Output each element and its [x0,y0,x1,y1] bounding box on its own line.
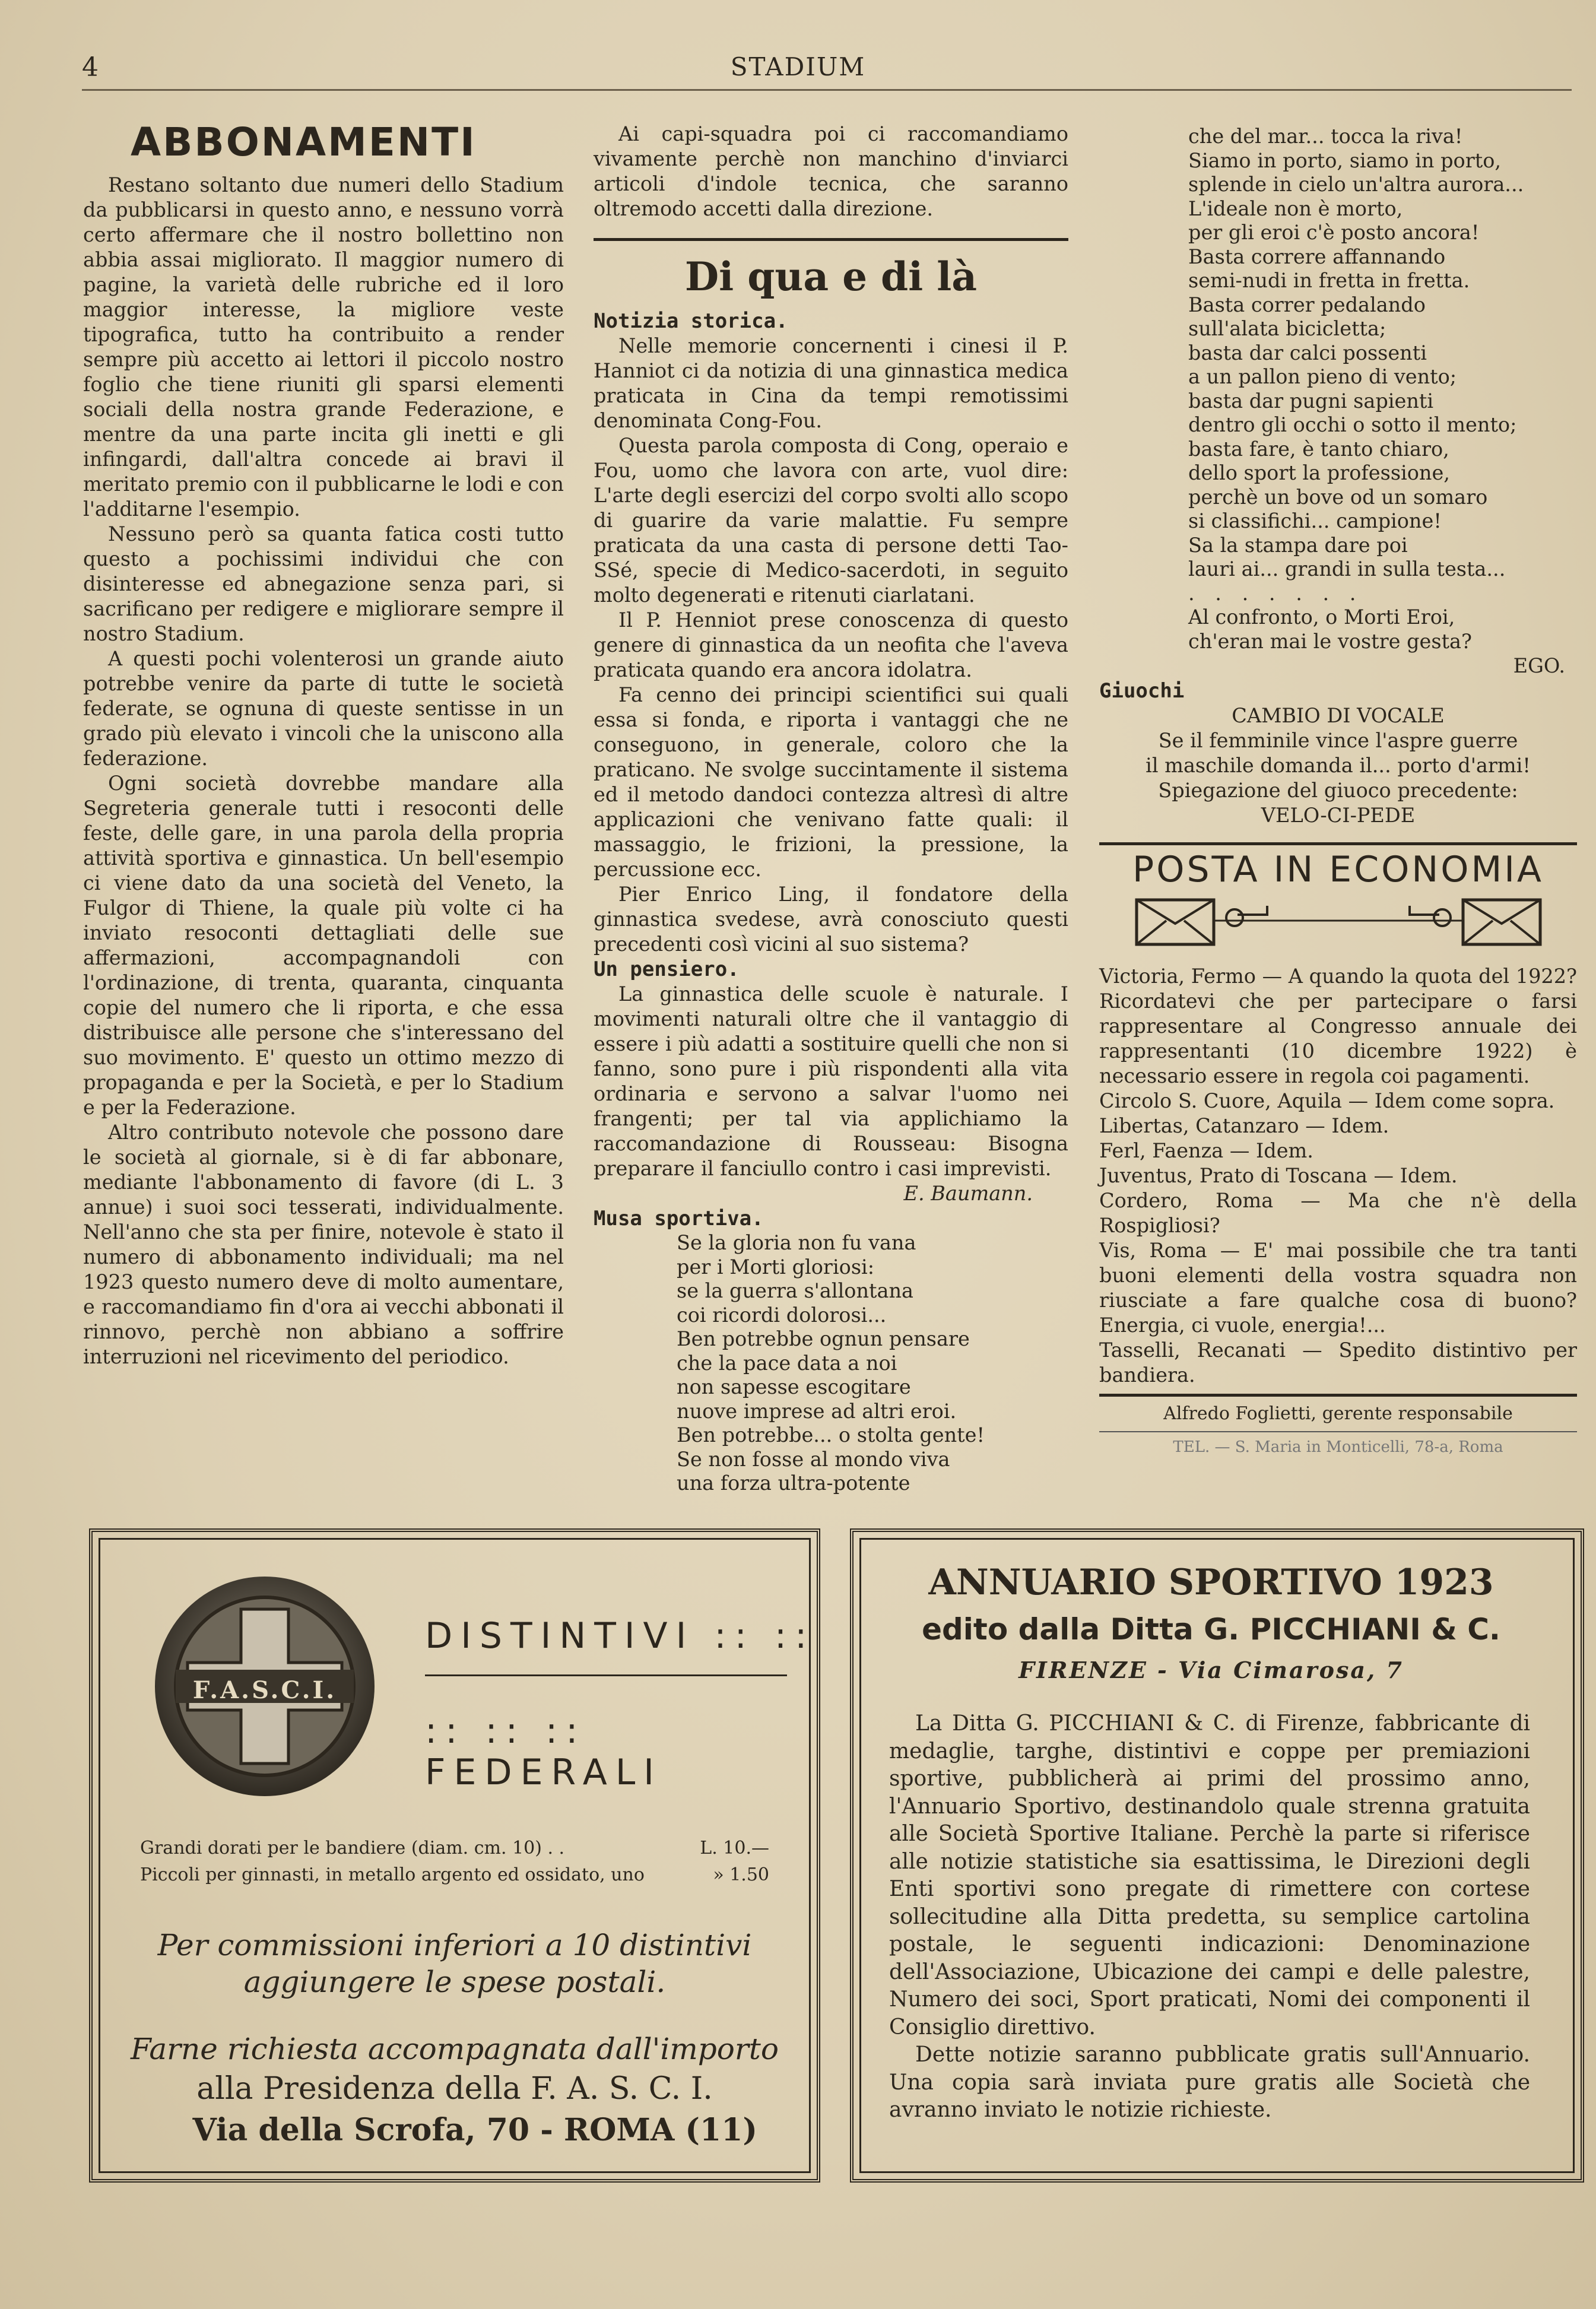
printer-address: TEL. — S. Maria in Monticelli, 78-a, Roma [1099,1431,1577,1460]
poem-line: basta dar calci possenti [1188,341,1427,364]
note-line: aggiungere le spese postali. [243,1965,666,1999]
poem-line: Se la gloria non fu vana [677,1231,916,1254]
giuochi-heading: Giuochi [1099,679,1185,703]
abbonamenti-paragraph: A questi pochi volenterosi un grande aiuto potrebbe venire da parte di tutte le società federate, se ognuna di queste sentisse in un grado più elevato i vincoli che la uniscono alla federazione. [83,647,564,770]
price-row-piccoli [140,1864,769,1885]
envelopes-illustration-icon [1131,888,1546,953]
poem-line: sull'alata bicicletta; [1188,317,1386,340]
poem-line: nuove imprese ad altri eroi. [677,1399,957,1423]
distintivi-rule [425,1674,787,1676]
poem-line: una forza ultra-potente [677,1471,910,1495]
federali-line: :: :: :: FEDERALI [425,1710,662,1793]
poem-line: Siamo in porto, siamo in porto, [1188,148,1502,172]
notizia-storica-heading: Notizia storica. [594,309,788,333]
poem-line: Ben potrebbe ognun pensare [677,1327,970,1350]
poem-dots: . . . . . . . [1188,581,1363,605]
poem-line: per gli eroi c'è posto ancora! [1188,221,1480,244]
header-rule [82,89,1572,91]
poem-line: non sapesse escogitare [677,1375,911,1398]
medal-inscription: F.A.S.C.I. [192,1676,337,1704]
posta-entry: Victoria, Fermo — A quando la quota del 1922? Ricordatevi che per partecipare o farsi rappresentare al Congresso annuale dei rappresentanti (10 dicembre 1922) è necessario essere in regola coi pagamenti. [1099,965,1577,1087]
posta-heading: POSTA IN ECONOMIA [1132,849,1544,890]
commissioni-note [128,1927,781,2000]
poem-line: coi ricordi dolorosi... [677,1303,887,1327]
price-label: Grandi dorati per le bandiere (diam. cm. 10) . . [140,1838,565,1858]
annuario-body [889,1710,1530,2124]
poem-line: Ben potrebbe... o stolta gente! [677,1423,985,1447]
poem-line: Sa la stampa dare poi [1188,533,1408,557]
annuario-advertisement [850,1528,1584,2183]
pensiero-paragraph: La ginnastica delle scuole è naturale. I movimenti naturali oltre che il vantaggio di essere i più adatti a sostituire quelli che non si fanno, sono pure i più rispondenti alla vita ordinaria e servono a salvar l'uomo nei frangenti; per tal via applichiamo la raccomandazione di Rousseau: Bisogna preparare il fanciullo contro i casi imprevisti. [594,982,1068,1180]
giuochi-line: il maschile domanda il... porto d'armi! [1146,754,1531,777]
poem-line: dentro gli occhi o sotto il mento; [1188,413,1517,436]
posta-entry: Vis, Roma — E' mai possibile che tra tanti buoni elementi della vostra squadra non riusciate a fare qualche cosa di buono? Energia, ci vuole, energia!... [1099,1239,1577,1337]
giuochi-line: Se il femminile vince l'aspre guerre [1158,729,1518,752]
poem-line: dello sport la professione, [1188,461,1450,484]
posta-list [1099,964,1577,1388]
section-rule [1099,842,1577,845]
poem-line: ch'eran mai le vostre gesta? [1188,629,1472,653]
posta-entry: Cordero, Roma — Ma che n'è della Rospigliosi? [1099,1189,1577,1237]
poem-line: basta fare, è tanto chiaro, [1188,437,1449,461]
abbonamenti-heading: ABBONAMENTI [131,119,477,165]
notizia-paragraph: Nelle memorie concernenti i cinesi il P. Hanniot ci da notizia di una ginnastica medica praticata in Cina da tempi remotissimi denominata Cong-Fou. [594,334,1068,432]
poem-line: basta dar pugni sapienti [1188,389,1434,413]
posta-entry: Juventus, Prato di Toscana — Idem. [1099,1164,1458,1187]
address-line: Via della Scrofa, 70 - ROMA (11) [192,2112,757,2148]
price-label: Piccoli per ginnasti, in metallo argento ed ossidato, uno [140,1864,645,1885]
poem-line: Se non fosse al mondo viva [677,1447,950,1471]
posta-entry: Ferl, Faenza — Idem. [1099,1139,1313,1162]
annuario-city: FIRENZE - Via Cimarosa, 7 [1018,1657,1404,1683]
column-abbonamenti [83,119,564,1369]
abbonamenti-paragraph: Nessuno però sa quanta fatica costi tutto questo a pochissimi individui che con disinteresse ed abnegazione senza pari, si sacrificano per redigere e migliorare sempre il nostro Stadium. [83,522,564,645]
abbonamenti-paragraph: Altro contributo notevole che possono dare le società al giornale, si è di far abbonare, mediante l'abbonamento di favore (di L. 3 annue) i suoi soci tesserati, individualmente. Nell'anno che sta per finire, notevole è stato il numero di abbonamento individuali; ma nel 1923 questo numero deve di molto aumentare, e raccomandiamo fin d'ora ai vecchi abbonati il rinnovo, perchè non abbiano a soffrire interruzioni nel ricevimento del periodico. [83,1121,564,1368]
musa-poem [677,1231,1068,1496]
poem-line: che del mar... tocca la riva! [1188,125,1463,148]
posta-entry: Libertas, Catanzaro — Idem. [1099,1114,1389,1137]
poem-line: perchè un bove od un somaro [1188,485,1488,509]
distintivi-line: DISTINTIVI :: :: [425,1615,816,1657]
poem-signature: EGO. [1513,654,1565,677]
posta-entry: Tasselli, Recanati — Spedito distintivo per bandiera. [1099,1339,1577,1387]
price-row-grandi [140,1838,769,1858]
giuochi-answer: VELO-CI-PEDE [1261,804,1416,827]
posta-entry: Circolo S. Cuore, Aquila — Idem come sopra. [1099,1089,1555,1112]
notizia-paragraph: Pier Enrico Ling, il fondatore della ginnastica svedese, avrà conosciuto questi precedenti così vicini al suo sistema? [594,883,1068,956]
presidenza-line: alla Presidenza della F. A. S. C. I. [196,2071,713,2107]
notizia-paragraph: Fa cenno dei principi scientifici sui quali essa si fonda, e riporta i vantaggi che ne conseguono, in generale, coloro che la praticano. Ne svolge succintamente il sistema ed il metodo dandoci contezza altresì di altre applicazioni che venivano fatte quali: il massaggio, le frizioni, la pressione, la percussione ecc. [594,683,1068,881]
masthead-title: STADIUM [730,52,866,81]
poem-line: si classifichi... campione! [1188,509,1442,532]
poem-continued [1188,125,1577,654]
poem-line: Al confronto, o Morti Eroi, [1188,605,1455,629]
capi-squadra-paragraph: Ai capi-squadra poi ci raccomandiamo vivamente perchè non manchino d'inviarci articoli d'indole tecnica, che saranno oltremodo accetti dalla direzione. [594,122,1068,220]
notizia-paragraph: Questa parola composta di Cong, operaio e Fou, uomo che lavora con arte, vuol dire: L'arte degli esercizi del corpo svolti allo scopo di guarire da varie malattie. Fu sempre praticata da una casta di persone detti Tao-SSé, specie di Medico-sacerdoti, in seguito molto degenerati e ritenuti ciarlatani. [594,434,1068,607]
musa-sportiva-heading: Musa sportiva. [594,1207,764,1230]
poem-line: a un pallon pieno di vento; [1188,365,1457,388]
note-line: Per commissioni inferiori a 10 distintivi [157,1928,752,1962]
giuochi-title: CAMBIO DI VOCALE [1232,704,1445,727]
abbonamenti-paragraph: Restano soltanto due numeri dello Stadium da pubblicarsi in questo anno, e nessuno vorrà certo affermare che il nostro bollettino non abbia assai migliorato. Il maggior numero di pagine, la varietà delle rubriche ed il loro maggior interesse, la migliore veste tipografica, tutto ha contribuito a render sempre più accetto ai lettori il piccolo nostro foglio che tiene riuniti gli sparsi elementi sociali della nostra grande Federazione, e mentre da una parte incita gli inetti e gli infingardi, dall'altra concede ai bravi il meritato premio con il pubblicarne le lodi e con l'additarne l'esempio. [83,173,564,521]
section-rule [594,238,1068,241]
poem-line: splende in cielo un'altra aurora... [1188,173,1524,196]
column-poem-and-posta [1099,125,1577,1460]
page-number: 4 [82,52,99,83]
footer-rule [1099,1394,1577,1397]
annuario-subtitle: edito dalla Ditta G. PICCHIANI & C. [922,1612,1500,1647]
poem-line: lauri ai... grandi in sulla testa... [1188,557,1506,581]
poem-line: se la guerra s'allontana [677,1279,914,1302]
poem-line: per i Morti gloriosi: [677,1255,875,1279]
poem-line: Basta correre affannando [1188,245,1446,268]
un-pensiero-heading: Un pensiero. [594,957,740,981]
column-di-qua-e-di-la [594,122,1068,1496]
annuario-paragraph: Dette notizie saranno pubblicate gratis sull'Annuario. Una copia sarà inviata pure gratis alle Società che avranno inviato le notizie richieste. [889,2042,1530,2122]
price-value: » 1.50 [713,1864,769,1885]
spiegazione-label: Spiegazione del giuoco precedente: [1158,779,1518,802]
poem-line: L'ideale non è morto, [1188,196,1403,220]
abbonamenti-paragraph: Ogni società dovrebbe mandare alla Segreteria generale tutti i resoconti delle feste, delle gare, in una parola della propria attività sportiva e ginnastica. Un bell'esempio ci viene dato da una società del Veneto, la Fulgor di Thiene, la quale più volte ci ha inviato resoconti dettagliati delle sue affermazioni, accompagnandoli con l'ordinazione, di trenta, quaranta, cinquanta copie del numero che li riporta, e che essa distribuisce alle persone che s'interessano del suo movimento. E' questo un ottimo mezzo di propaganda e per la Società, e per lo Stadium e per la Federazione. [83,772,564,1119]
poem-line: Basta correr pedalando [1188,293,1426,316]
notizia-paragraph: Il P. Henniot prese conoscenza di questo genere di ginnastica da un neofita che l'aveva praticata quando era ancora idolatra. [594,608,1068,681]
di-qua-e-di-la-heading: Di qua e di là [684,253,978,300]
annuario-paragraph: La Ditta G. PICCHIANI & C. di Firenze, fabbricante di medaglie, targhe, distintivi e coppe per premiazioni sportive, pubblicherà ai primi del prossimo anno, l'Annuario Sportivo, destinandolo quale strenna gratuita alle Società Sportive Italiane. Perchè la parte si riferisce alle notizie statistiche sia esattissima, le Direzioni degli Enti sportivi sono pregate di rimettere con cortese sollecitudine alla Ditta predetta, su semplice cartolina postale, le seguenti indicazioni: Denominazione dell'Associazione, Ubicazione dei campi e delle palestre, Numero dei soci, Sport praticati, Nomi dei componenti il Consiglio direttivo. [889,1711,1530,2040]
annuario-title: ANNUARIO SPORTIVO 1923 [928,1562,1494,1603]
pensiero-signature: E. Baumann. [903,1182,1033,1205]
richiesta-note: Farne richiesta accompagnata dall'importo [131,2032,779,2066]
poem-line: semi-nudi in fretta in fretta. [1188,269,1470,292]
distintivi-advertisement [89,1528,820,2183]
gerente-credit: Alfredo Foglietti, gerente responsabile [1163,1403,1513,1424]
price-value: L. 10.— [700,1838,769,1858]
poem-line: che la pace data a noi [677,1351,897,1375]
